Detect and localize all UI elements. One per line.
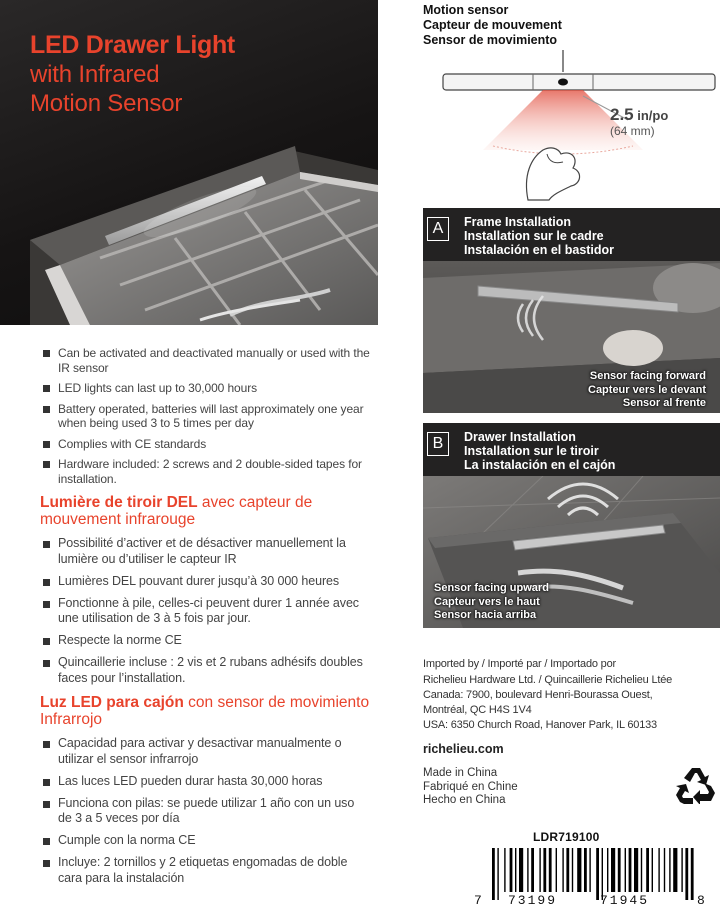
barcode-bar <box>510 848 513 892</box>
sensor-label-fr: Capteur de mouvement <box>423 18 562 32</box>
panel-a-caption <box>588 370 706 411</box>
importer-line: Richelieu Hardware Ltd. / Quincaillerie Richelieu Ltée <box>423 674 673 686</box>
origin-fr: Fabriqué en Chine <box>423 780 518 793</box>
barcode-bar <box>691 848 694 900</box>
list-item: Possibilité d’activer et de désactiver manuellement la lumière ou d’utiliser le capteur IR <box>40 536 370 567</box>
barcode-bar <box>556 848 557 892</box>
barcode-bar <box>589 848 590 892</box>
panel-a-title <box>464 215 614 257</box>
panel-b-letter: B <box>427 432 449 456</box>
website-link[interactable]: richelieu.com <box>423 742 504 756</box>
list-item: Cumple con la norma CE <box>40 833 370 849</box>
list-item: Hardware included: 2 screws and 2 double-sided tapes for installation. <box>40 457 370 486</box>
sensor-label-es: Sensor de movimiento <box>423 33 558 47</box>
hero-title-line1: LED Drawer Light <box>30 31 235 59</box>
barcode-bar <box>634 848 638 892</box>
panel-b-caption-fr: Capteur vers le haut <box>434 595 540 608</box>
panel-b-caption <box>434 582 549 623</box>
barcode-bar <box>527 848 528 892</box>
distance-value: 2.5 <box>610 105 634 124</box>
barcode-bar <box>519 848 523 892</box>
sensor-label-en: Motion sensor <box>423 3 509 17</box>
panel-a-title-en: Frame Installation <box>464 215 571 229</box>
panel-a-letter: A <box>427 217 449 241</box>
panel-b-title-fr: Installation sur le tiroir <box>464 444 599 458</box>
list-item: Funciona con pilas: se puede utilizar 1 año con un uso de 3 a 5 veces por día <box>40 796 370 827</box>
barcode-bar <box>681 848 682 892</box>
barcode-bar <box>618 848 621 892</box>
barcode-digits-left: 73199 <box>508 893 558 908</box>
barcode-bar <box>596 848 599 900</box>
french-heading-rest: avec capteur de mouvement infrarouge <box>40 494 313 528</box>
hero-title <box>30 30 235 118</box>
barcode-bar <box>572 848 573 892</box>
french-feature-list <box>40 536 370 686</box>
importer-line: Montréal, QC H4S 1V4 <box>423 704 532 716</box>
list-item: Incluye: 2 tornillos y 2 etiquetas engomadas de doble cara para la instalación <box>40 855 370 886</box>
barcode-bar <box>543 848 546 892</box>
feature-text <box>40 346 370 893</box>
panel-b-title-en: Drawer Installation <box>464 430 576 444</box>
barcode-digit-lead: 7 <box>474 893 482 908</box>
barcode-digits-right: 71945 <box>600 893 650 908</box>
barcode-bar <box>504 848 505 892</box>
spanish-heading-bold: Luz LED para cajón <box>40 694 184 711</box>
hero-title-line2: with Infrared <box>30 61 160 88</box>
barcode-bar <box>497 848 498 900</box>
barcode-bar <box>641 848 642 892</box>
list-item: Can be activated and deactivated manually or used with the IR sensor <box>40 346 370 375</box>
panel-a-caption-fr: Capteur vers le devant <box>588 383 706 396</box>
country-of-origin <box>423 767 518 808</box>
english-feature-list <box>40 346 370 486</box>
distance-label <box>610 105 668 138</box>
list-item: Lumières DEL pouvant durer jusqu’à 30 000 heures <box>40 574 370 590</box>
panel-b-title-es: La instalación en el cajón <box>464 458 616 472</box>
barcode-bar <box>652 848 653 892</box>
barcode-bar <box>607 848 608 892</box>
french-heading <box>40 494 370 528</box>
panel-b-caption-en: Sensor facing upward <box>434 582 549 594</box>
barcode-bar <box>646 848 649 892</box>
barcode-bar <box>625 848 626 892</box>
importer-info <box>423 657 713 733</box>
panel-a-caption-es: Sensor al frente <box>622 397 706 409</box>
distance-mm: (64 mm) <box>610 124 655 138</box>
recycle-icon <box>676 766 716 804</box>
importer-line: Imported by / Importé par / Importado por <box>423 658 616 670</box>
list-item: Complies with CE standards <box>40 437 370 452</box>
barcode-bar <box>539 848 540 892</box>
barcode-bar <box>584 848 587 892</box>
barcode-bar <box>515 848 516 892</box>
barcode-digit-check: 8 <box>697 893 705 908</box>
barcode-bar <box>629 848 632 892</box>
barcode-bar <box>531 848 534 892</box>
barcode-bar <box>577 848 581 892</box>
list-item: Battery operated, batteries will last approximately one year when being used 3 to 5 times per day <box>40 402 370 431</box>
list-item: Capacidad para activar y desactivar manualmente o utilizar el sensor infrarrojo <box>40 736 370 767</box>
barcode-bar <box>562 848 563 892</box>
importer-line: USA: 6350 Church Road, Hanover Park, IL 60133 <box>423 719 657 731</box>
barcode-bar <box>673 848 677 892</box>
origin-es: Hecho en China <box>423 794 506 806</box>
panel-b-caption-es: Sensor hacia arriba <box>434 609 537 621</box>
barcode-bar <box>611 848 615 892</box>
barcode-bar <box>664 848 665 892</box>
barcode-bar <box>566 848 569 892</box>
drawer-installation-panel <box>423 423 720 628</box>
french-heading-bold: Lumière de tiroir DEL <box>40 494 198 511</box>
list-item: Respecte la norme CE <box>40 633 370 649</box>
list-item: LED lights can last up to 30,000 hours <box>40 381 370 396</box>
motion-sensor-label <box>423 3 562 48</box>
panel-a-caption-en: Sensor facing forward <box>589 370 706 382</box>
barcode-bar <box>669 848 670 892</box>
barcode-bar <box>492 848 495 900</box>
panel-b-title <box>464 430 615 472</box>
list-item: Quincaillerie incluse : 2 vis et 2 rubans adhésifs doubles faces pour l’installation. <box>40 655 370 686</box>
frame-installation-panel <box>423 208 720 413</box>
panel-a-title-fr: Installation sur le cadre <box>464 229 604 243</box>
list-item: Las luces LED pueden durar hasta 30,000 horas <box>40 774 370 790</box>
panel-a-title-es: Instalación en el bastidor <box>464 243 615 257</box>
spanish-feature-list <box>40 736 370 886</box>
hero-title-line3: Motion Sensor <box>30 90 183 117</box>
origin-en: Made in China <box>423 767 498 779</box>
barcode-bar <box>658 848 659 892</box>
spanish-heading <box>40 694 370 728</box>
spanish-heading-rest: con sensor de movimiento Infrarrojo <box>40 694 370 728</box>
sensor-diagram <box>423 50 720 210</box>
barcode-bar <box>685 848 688 900</box>
distance-unit: in/po <box>633 108 669 123</box>
importer-line: Canada: 7900, boulevard Henri-Bourassa Ouest, <box>423 689 653 701</box>
list-item: Fonctionne à pile, celles-ci peuvent durer 1 année avec une utilisation de 3 à 5 fois par jour. <box>40 596 370 627</box>
sku-label: LDR719100 <box>533 830 600 844</box>
hero-image <box>0 0 378 325</box>
barcode-bar <box>549 848 552 892</box>
